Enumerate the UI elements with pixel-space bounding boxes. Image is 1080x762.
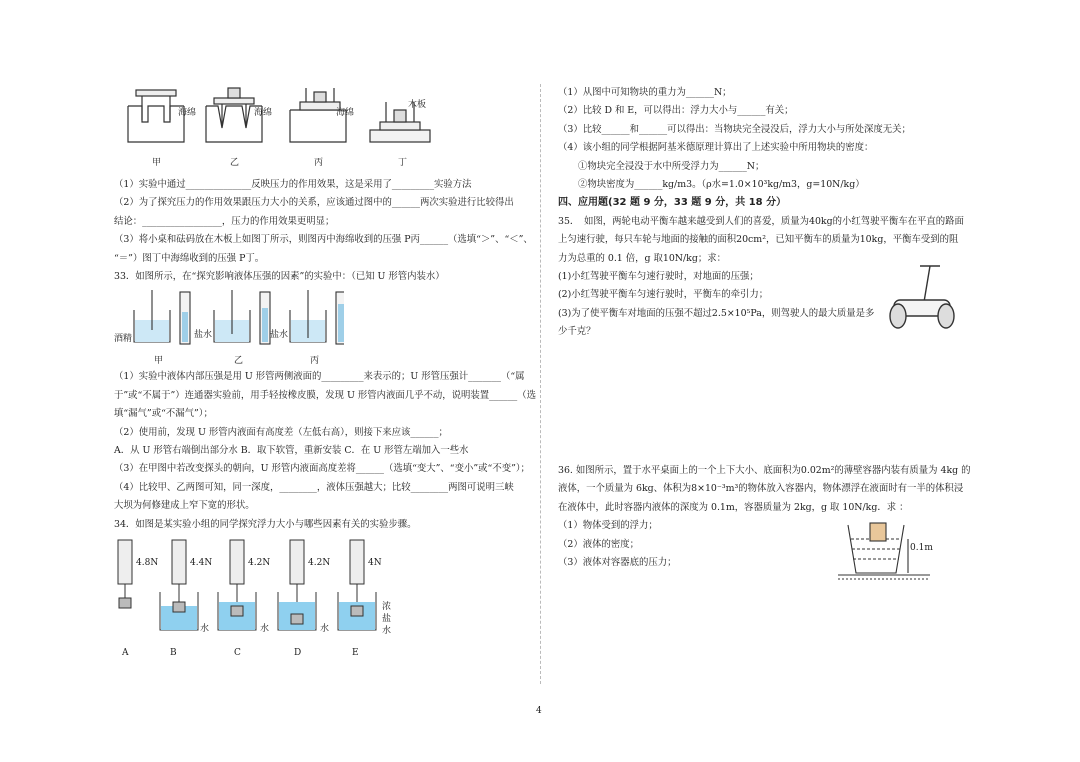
q35-line-5: (2)小红驾驶平衡车匀速行驶时，平衡车的牵引力；: [558, 289, 769, 301]
depth-label: 0.1m: [910, 543, 933, 554]
water-label-b: 水: [200, 624, 210, 635]
q36-line-6: （3）液体对容器底的压力；: [558, 557, 677, 569]
reading-a: 4.8N: [136, 558, 159, 569]
right-column: [558, 84, 970, 573]
liquid-pressure-figure: [114, 286, 524, 368]
q32-line-2: （2）为了探究压力的作用效果跟压力大小的关系，应该通过图中的______两次实验进行比较得出: [114, 197, 514, 209]
caption-jia-2: 甲: [154, 356, 164, 367]
q33-line-5: A．从 U 形管右端倒出部分水 B．取下软管，重新安装 C．在 U 形管左端加入一些水: [114, 445, 469, 457]
label-brine-2: 盐水: [270, 330, 289, 341]
reading-b: 4.4N: [190, 558, 213, 569]
label-sponge-2: 海绵: [254, 108, 273, 118]
water-label-c: 水: [260, 624, 270, 635]
label-brine-1: 盐水: [194, 330, 213, 341]
q36-line-2: 液体，一个质量为 6kg、体积为8×10⁻³m³的物体放入容器内，物体漂浮在液面时有一半的体积浸: [558, 483, 964, 495]
caption-yi: 乙: [230, 158, 240, 168]
label-alcohol: 酒精: [114, 334, 133, 345]
q32-line-1: （1）实验中通过______________反映压力的作用效果，这是采用了_________实验方法: [114, 179, 472, 190]
caption-e: E: [352, 648, 359, 659]
q36-line-3: 在液体中，此时容器内液体的深度为 0.1m，容器质量为 2kg，g 取 10N/kg．求 ：: [558, 501, 909, 513]
balance-scooter-image: [884, 258, 964, 344]
q35-line-1: 35． 如图，两轮电动平衡车越来越受到人们的喜爱，质量为40kg的小红驾驶平衡车在平直的路面: [558, 215, 964, 227]
reading-c: 4.2N: [248, 558, 271, 569]
q34-line-3: （3）比较______和______可以得出：当物块完全浸没后，浮力大小与所处深度无关；: [558, 123, 911, 135]
caption-bing-2: 丙: [310, 356, 320, 367]
q34-line-6: ②物块密度为______kg/m3。（ρ水=1.0×10³kg/m3，g=10N/kg）: [578, 179, 865, 191]
q35-line-3: 力为总重的 0.1 倍，g 取10N/kg；求：: [558, 252, 726, 264]
q36-line-5: （2）液体的密度；: [558, 538, 639, 550]
q33-line-8: 大坝为何修建成上窄下宽的形状。: [114, 500, 255, 512]
q35-subparts: [558, 268, 970, 360]
q34-intro: 34．如图是某实验小组的同学探究浮力大小与哪些因素有关的实验步骤。: [114, 518, 417, 530]
label-board: 木板: [408, 100, 427, 110]
reading-e: 4N: [368, 558, 382, 569]
q35-line-2: 上匀速行驶，每只车轮与地面的接触的面积20cm²，已知平衡车的质量为10kg，平衡车受到的阻: [558, 234, 959, 246]
page-number: 4: [536, 706, 542, 716]
q33-line-6: （3）在甲图中若改变探头的朝向，U 形管内液面高度差将______（选填“变大”、“变小”或“不变”）；: [114, 463, 530, 475]
label-sponge-1: 海绵: [178, 108, 197, 118]
q35-answer-space: [558, 360, 970, 462]
q35-line-4: (1)小红驾驶平衡车匀速行驶时，对地面的压强；: [558, 271, 759, 283]
left-column: [114, 84, 536, 662]
caption-d: D: [294, 648, 302, 659]
q34-line-1: （1）从图中可知物块的重力为______N；: [558, 87, 732, 98]
caption-ding: 丁: [398, 158, 408, 168]
caption-bing: 丙: [314, 158, 324, 168]
q36-subparts: [558, 517, 970, 572]
q35-line-7: 少千克？: [558, 326, 596, 338]
q33-line-1: （1）实验中液体内部压强是用 U 形管两侧液面的_________来表示的；U 形管压强计_______（“属: [114, 371, 525, 383]
q32-line-4: （3）将小桌和砝码放在木板上如图丁所示，则图丙中海绵收到的压强 P丙______（选填“＞”、“＜”、: [114, 234, 533, 246]
q33-line-3: 填“漏气”或“不漏气”）；: [114, 408, 213, 420]
brine-label-2: 盐: [382, 614, 392, 625]
label-sponge-3: 海绵: [336, 108, 355, 118]
q32-line-3: 结论：_________________，压力的作用效果更明显；: [114, 215, 335, 227]
brine-label-3: 水: [382, 626, 392, 637]
caption-b: B: [170, 648, 177, 659]
q34-line-5: ①物块完全浸没于水中所受浮力为______N；: [578, 160, 765, 172]
column-divider: [540, 84, 541, 684]
brine-label-1: 浓: [382, 602, 392, 613]
q33-line-4: （2）使用前，发现 U 形管内液面有高度差（左低右高），则接下来应该______；: [114, 426, 448, 438]
water-label-d: 水: [320, 624, 330, 635]
caption-yi-2: 乙: [234, 356, 244, 367]
q33-line-7: （4）比较甲、乙两图可知，同一深度，________，液体压强越大；比较________两图可说明三峡: [114, 481, 514, 493]
q34-line-2: （2）比较 D 和 E，可以得出：浮力大小与______有关；: [558, 105, 794, 117]
caption-c: C: [234, 648, 241, 659]
q36-line-4: （1）物体受到的浮力；: [558, 520, 658, 532]
section-4-heading: 四、应用题(32 题 9 分，33 题 9 分，共 18 分）: [558, 197, 787, 209]
sponge-apparatus-drawing: [114, 84, 444, 176]
q35-line-6: (3)为了使平衡车对地面的压强不超过2.5×10⁵Pa，则驾驶人的最大质量是多: [558, 307, 875, 319]
buoyancy-figure: [114, 534, 524, 662]
caption-a: A: [122, 648, 129, 659]
sponge-pressure-figure: [114, 84, 524, 176]
q33-line-2: 于”或“不属于”）连通器实验前，用手轻按橡皮膜，发现 U 形管内液面几乎不动，说明装置______（选: [114, 389, 536, 401]
q33-intro: 33．如图所示，在“探究影响液体压强的因素”的实验中：（已知 U 形管内装水）: [114, 271, 445, 283]
u-tube-drawing: [114, 286, 344, 348]
q36-line-1: 36. 如图所示，置于水平桌面上的一个上下大小、底面积为0.02m²的薄壁容器内装有质量为 4kg 的: [558, 465, 971, 477]
caption-jia: 甲: [152, 158, 162, 168]
q32-line-5: “＝”）图丁中海绵收到的压强 P丁。: [114, 252, 265, 264]
reading-d: 4.2N: [308, 558, 331, 569]
q34-line-4: （4）该小组的同学根据阿基米德原理计算出了上述实验中所用物块的密度：: [558, 142, 874, 154]
